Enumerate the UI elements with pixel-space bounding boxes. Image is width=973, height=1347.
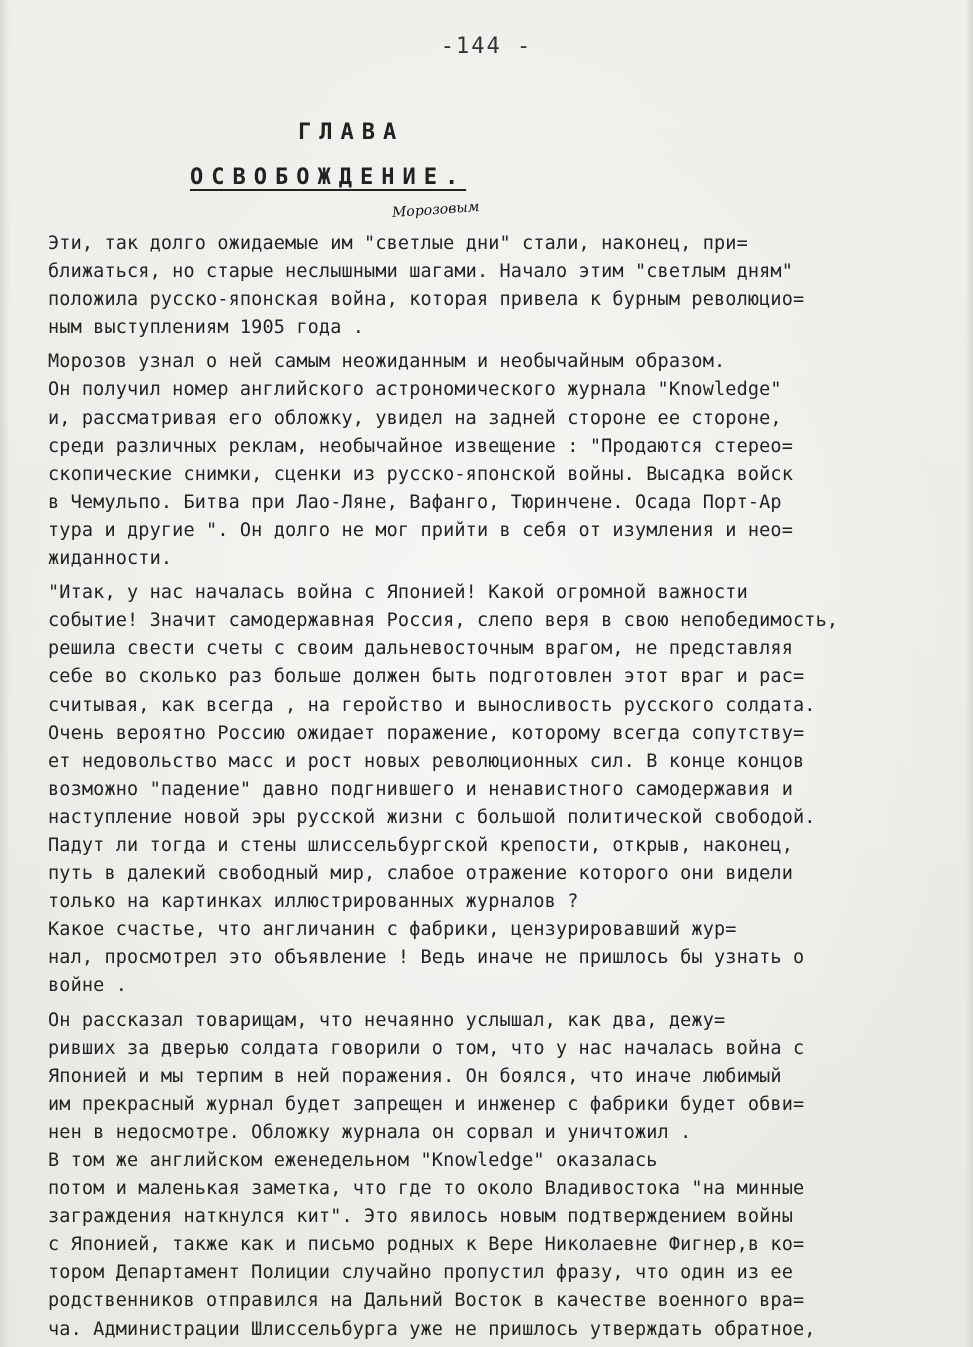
text-line: тура и другие ". Он долго не мог прийти в себя от изумления и нео= (48, 519, 794, 541)
text-line: "Итак, у нас началась война с Японией! Какой огромной важности (48, 582, 748, 604)
text-line: ет недовольство масс и рост новых революционных сил. В конце концов (48, 750, 805, 772)
text-line: В том же английском еженедельном "Knowledge" оказалась (48, 1150, 658, 1171)
text-line: возможно "падение" давно подгнившего и ненавистного самодержавия и (48, 778, 794, 800)
text-line: ча. Администрации Шлиссельбурга уже не пришлось утверждать обратное, (48, 1318, 816, 1340)
text-line: наступление новой эры русской жизни с большой политической свободой. (48, 806, 816, 828)
text-line: Японией и мы терпим в ней поражения. Он боялся, что иначе любимый (48, 1065, 782, 1087)
text-line: положила русско-японская война, которая привела к бурным революцио= (48, 289, 805, 311)
text-line: решила свести счеты с своим дальневосточным врагом, не представляя (48, 638, 794, 660)
body-text (48, 230, 938, 1344)
text-line: Какое счастье, что англичанин с фабрики, цензурировавший жур= (48, 919, 737, 941)
scan-edge-right (965, 0, 973, 1347)
chapter-title: ГЛАВА (298, 120, 405, 145)
text-line: в Чемульпо. Битва при Лао-Ляне, Вафанго, Тюринчене. Осада Порт-Ар (48, 491, 782, 513)
text-line: скопические снимки, сценки из русско-японской войны. Высадка войск (48, 463, 794, 485)
text-line: Он получил номер английского астрономического журнала "Knowledge" (48, 379, 782, 401)
text-line: нал, просмотрел это объявление ! Ведь иначе не пришлось бы узнать о (48, 947, 805, 969)
text-line: жиданности. (48, 548, 173, 570)
page-number: -144 - (440, 34, 533, 59)
text-line: заграждения наткнулся кит". Это явилось новым подтверждением войны (48, 1206, 794, 1228)
text-line: только на картинках иллюстрированных журналов ? (48, 891, 579, 913)
text-line: считывая, как всегда , на геройство и выносливость русского солдата. (48, 694, 816, 716)
text-line: ным выступлениям 1905 года . (48, 317, 365, 339)
text-line: Он рассказал товарищам, что нечаянно услышал, как два, дежу= (48, 1009, 726, 1031)
text-line: Падут ли тогда и стены шлиссельбургской крепости, открыв, наконец, (48, 834, 794, 856)
text-line: родственников отправился на Дальний Восток в качестве военного вра= (48, 1290, 805, 1312)
text-line: Очень вероятно Россию ожидает поражение, которому всегда сопутству= (48, 722, 805, 744)
text-line: среди различных реклам, необычайное извещение : "Продаются стерео= (48, 435, 794, 457)
text-line: тором Департамент Полиции случайно пропустил фразу, что один из ее (48, 1262, 794, 1284)
text-line: событие! Значит самодержавная Россия, слепо веря в свою непобедимость, (48, 610, 839, 632)
text-line: ривших за дверью солдата говорили о том, что у нас началась война с (48, 1037, 805, 1059)
text-line: с Японией, также как и письмо родных к Вере Николаевне Фигнер,в ко= (48, 1234, 805, 1256)
text-line: войне . (48, 975, 128, 997)
text-line: себе во сколько раз больше должен быть подготовлен этот враг и рас= (48, 666, 805, 688)
handwritten-annotation: Морозовым (391, 198, 480, 222)
text-line: путь в далекий свободный мир, слабое отражение которого они видели (48, 863, 794, 885)
text-line: потом и маленькая заметка, что где то около Владивостока "на минные (48, 1178, 805, 1200)
text-line: Эти, так долго ожидаемые им "светлые дни" стали, наконец, при= (48, 233, 748, 254)
text-line: и, рассматривая его обложку, увидел на задней стороне ее стороне, (48, 407, 782, 429)
chapter-subtitle: ОСВОБОЖДЕНИЕ. (190, 165, 467, 190)
text-line: Морозов узнал о ней самым неожиданным и необычайным образом. (48, 351, 726, 373)
text-line: ближаться, но старые неслышными шагами. Начало этим "светлым дням" (48, 261, 794, 283)
text-line: им прекрасный журнал будет запрещен и инженер с фабрики будет обви= (48, 1093, 805, 1115)
text-line: нен в недосмотре. Обложку журнала он сорвал и уничтожил . (48, 1121, 692, 1143)
scan-edge-left (0, 0, 10, 1347)
